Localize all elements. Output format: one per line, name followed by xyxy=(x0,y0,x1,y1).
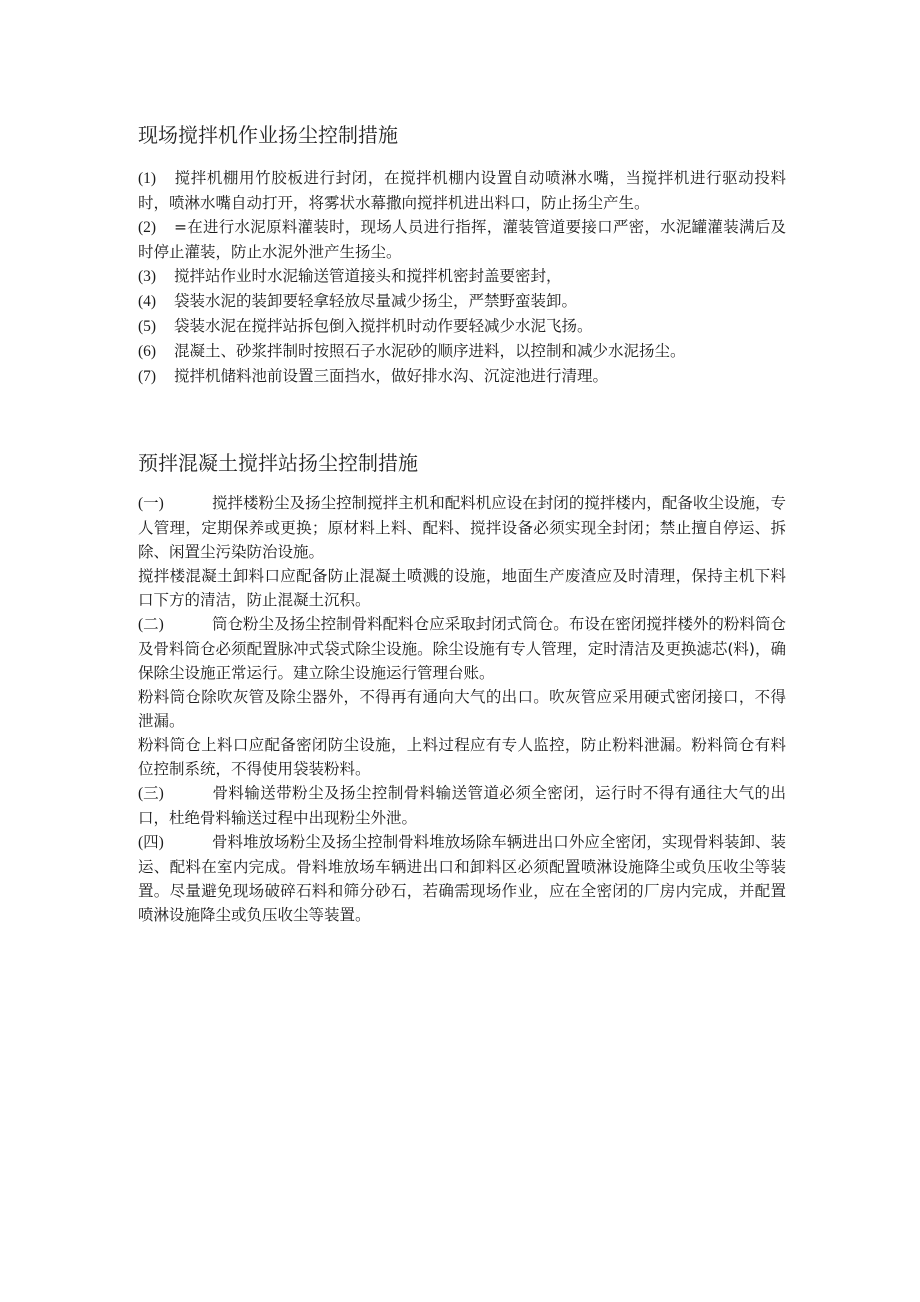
section-1-list xyxy=(138,166,786,389)
item-text: 骨料堆放场粉尘及扬尘控制骨料堆放场除车辆进出口外应全密闭，实现骨料装卸、装运、配料在室内完成。骨料堆放场车辆进出口和卸料区必须配置喷淋设施降尘或负压收尘等装置。尽量避免现场破碎石料和筛分砂石，若确需现场作业，应在全密闭的厂房内完成，并配置喷淋设施降尘或负压收尘等装置。 xyxy=(138,833,786,924)
item-text: 袋装水泥在搅拌站拆包倒入搅拌机时动作要轻减少水泥飞扬。 xyxy=(174,317,593,335)
list-item xyxy=(138,781,786,830)
list-item xyxy=(138,830,786,927)
item-number: (5) xyxy=(138,318,157,335)
item-number: (一) xyxy=(138,495,164,512)
section-2-title: 预拌混凝土搅拌站扬尘控制措施 xyxy=(138,451,418,475)
item-number: (6) xyxy=(138,343,157,360)
item-text: 袋装水泥的装卸要轻拿轻放尽量减少扬尘，严禁野蛮装卸。 xyxy=(174,292,578,310)
list-item xyxy=(138,314,786,339)
item-text: 搅拌机棚用竹胶板进行封闭，在搅拌机棚内设置自动喷淋水嘴，当搅拌机进行驱动投料时，喷淋水嘴自动打开，将雾状水幕撒向搅拌机进出料口，防止扬尘产生。 xyxy=(138,169,786,212)
section-2-list xyxy=(138,491,786,927)
list-item xyxy=(138,339,786,364)
item-number: (1) xyxy=(138,170,157,187)
list-item xyxy=(138,364,786,389)
list-item xyxy=(138,733,786,781)
item-text: 搅拌站作业时水泥输送管道接头和搅拌机密封盖要密封， xyxy=(174,267,562,285)
list-item xyxy=(138,166,786,215)
list-item xyxy=(138,264,786,289)
item-text: 筒仓粉尘及扬尘控制骨料配料仓应采取封闭式筒仓。布设在密闭搅拌楼外的粉料筒仓及骨料筒仓必须配置脉冲式袋式除尘设施。除尘设施有专人管理，定时清洁及更换滤芯(料)，确保除尘设施正常运行。建立除尘设施运行管理台账。 xyxy=(138,615,786,682)
list-item xyxy=(138,564,786,612)
item-number: (3) xyxy=(138,268,157,285)
list-item xyxy=(138,612,786,685)
item-number: (三) xyxy=(138,785,164,802)
item-text: 粉料筒仓除吹灰管及除尘器外，不得再有通向大气的出口。吹灰管应采用硬式密闭接口，不得泄漏。 xyxy=(138,688,786,730)
list-item xyxy=(138,685,786,733)
item-text: 骨料输送带粉尘及扬尘控制骨料输送管道必须全密闭，运行时不得有通往大气的出口，杜绝骨料输送过程中出现粉尘外泄。 xyxy=(138,784,786,827)
list-item xyxy=(138,289,786,314)
item-number: (4) xyxy=(138,293,157,310)
item-text: 搅拌楼混凝土卸料口应配备防止混凝土喷溅的设施，地面生产废渣应及时清理，保持主机下料口下方的清洁，防止混凝土沉积。 xyxy=(138,567,786,609)
item-text: 混凝土、砂浆拌制时按照石子水泥砂的顺序进料，以控制和减少水泥扬尘。 xyxy=(174,342,686,360)
item-text: 搅拌楼粉尘及扬尘控制搅拌主机和配料机应设在封闭的搅拌楼内，配备收尘设施，专人管理，定期保养或更换；原材料上料、配料、搅拌设备必须实现全封闭；禁止擅自停运、拆除、闲置尘污染防治设施。 xyxy=(138,494,786,561)
item-text: =在进行水泥原料灌装时，现场人员进行指挥，灌装管道要接口严密，水泥罐灌装满后及时停止灌装，防止水泥外泄产生扬尘。 xyxy=(138,218,786,261)
list-item xyxy=(138,215,786,264)
section-1-title: 现场搅拌机作业扬尘控制措施 xyxy=(138,123,398,147)
item-text: 搅拌机储料池前设置三面挡水，做好排水沟、沉淀池进行清理。 xyxy=(174,367,609,385)
list-item xyxy=(138,491,786,564)
item-number: (二) xyxy=(138,616,164,633)
item-text: 粉料筒仓上料口应配备密闭防尘设施，上料过程应有专人监控，防止粉料泄漏。粉料筒仓有料位控制系统，不得使用袋装粉料。 xyxy=(138,736,786,778)
item-number: (7) xyxy=(138,368,157,385)
item-number: (四) xyxy=(138,834,164,851)
item-number: (2) xyxy=(138,219,157,236)
